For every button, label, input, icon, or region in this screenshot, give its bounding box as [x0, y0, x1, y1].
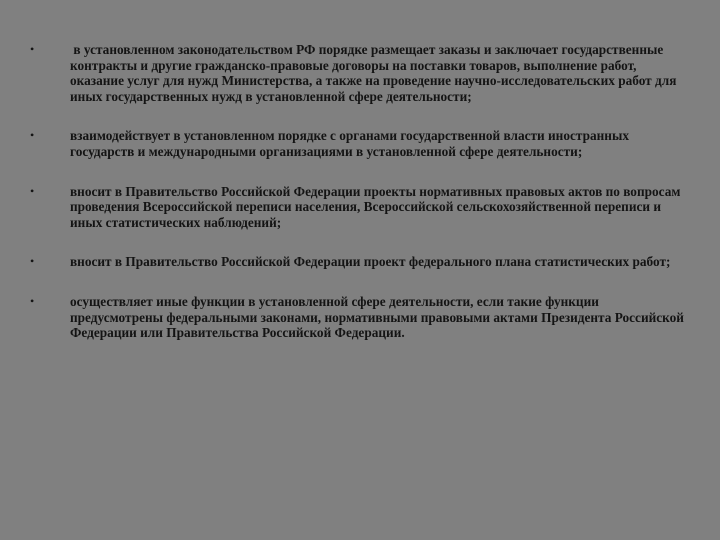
list-item — [30, 42, 690, 104]
bullet-marker: • — [30, 183, 35, 198]
list-item — [30, 254, 690, 270]
bullet-marker: • — [30, 293, 35, 308]
bullet-marker: • — [30, 128, 35, 143]
bullet-marker: • — [30, 254, 35, 269]
list-item — [30, 128, 690, 159]
bullet-marker: • — [30, 42, 35, 56]
list-item-text: взаимодействует в установленном порядке с органами государственной власти иностранных государств и международными организациями в установленной сфере деятельности; — [70, 128, 629, 159]
list-item-text: вносит в Правительство Российской Федерации проекты нормативных правовых актов по вопросам проведения Всероссийской переписи населения, Всероссийской сельскохозяйственной переписи и иных статистических наблюдений; — [70, 183, 681, 230]
list-item-text: вносит в Правительство Российской Федерации проект федерального плана статистических работ; — [70, 254, 671, 270]
list-item-text: в установленном законодательством РФ порядке размещает заказы и заключает государственные контракты и другие гражданско-правовые договоры на поставки товаров, выполнение работ, оказание услуг для нужд Министерства, а также на проведение научно-исследовательских работ для иных государственных нужд в установленной сфере деятельности; — [70, 42, 680, 104]
bullet-list — [30, 42, 690, 365]
list-item — [30, 294, 690, 341]
list-item — [30, 184, 690, 231]
list-item-text: осуществляет иные функции в установленной сфере деятельности, если такие функции предусмотрены федеральными законами, нормативными правовыми актами Президента Российской Федерации или Правительства Российской Федерации. — [70, 293, 684, 341]
